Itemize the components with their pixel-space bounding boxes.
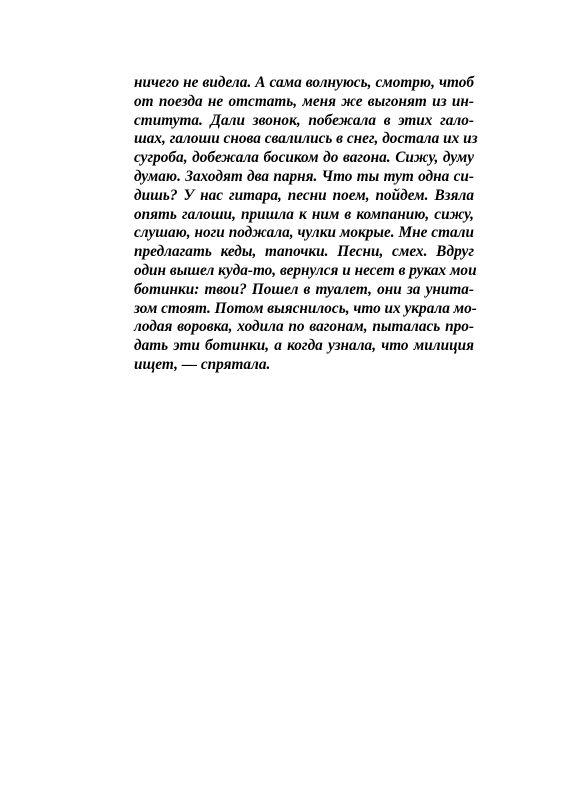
text-line: сугроба, добежала босиком до вагона. Сижу, думу [134,149,474,167]
text-line: дать эти ботинки, а когда узнала, что милиция [134,337,474,355]
text-line: ститута. Дали звонок, побежала в этих гало- [134,111,474,129]
text-line: шах, галоши снова свалились в снег, достала их из [134,130,478,148]
text-line: ботинки: твои? Пошел в туалет, они за унита- [134,280,474,298]
text-line: предлагать кеды, тапочки. Песни, смех. Вдруг [134,243,474,261]
text-line: дишь? У нас гитара, песни поем, пойдем. Взяла [134,186,474,204]
text-line: ничего не видела. А сама волнуюсь, смотрю, чтоб [134,74,474,91]
text-line: опять галоши, пришла к ним в компанию, сижу, [134,205,474,223]
text-line: слушаю, ноги поджала, чулки мокрые. Мне стали [134,224,474,242]
text-line: один вышел куда-то, вернулся и несет в руках мои [134,261,477,279]
text-line: лодая воровка, ходила по вагонам, пыталась про- [134,318,474,336]
body-paragraph [134,74,478,375]
text-line: зом стоят. Потом выяснилось, что их украла мо- [134,299,477,317]
text-line: ищет, — спрятала. [134,355,271,373]
text-line: думаю. Заходят два парня. Что ты тут одна си- [134,167,474,185]
text-line: от поезда не отстать, меня же выгонят из ин- [134,92,474,110]
